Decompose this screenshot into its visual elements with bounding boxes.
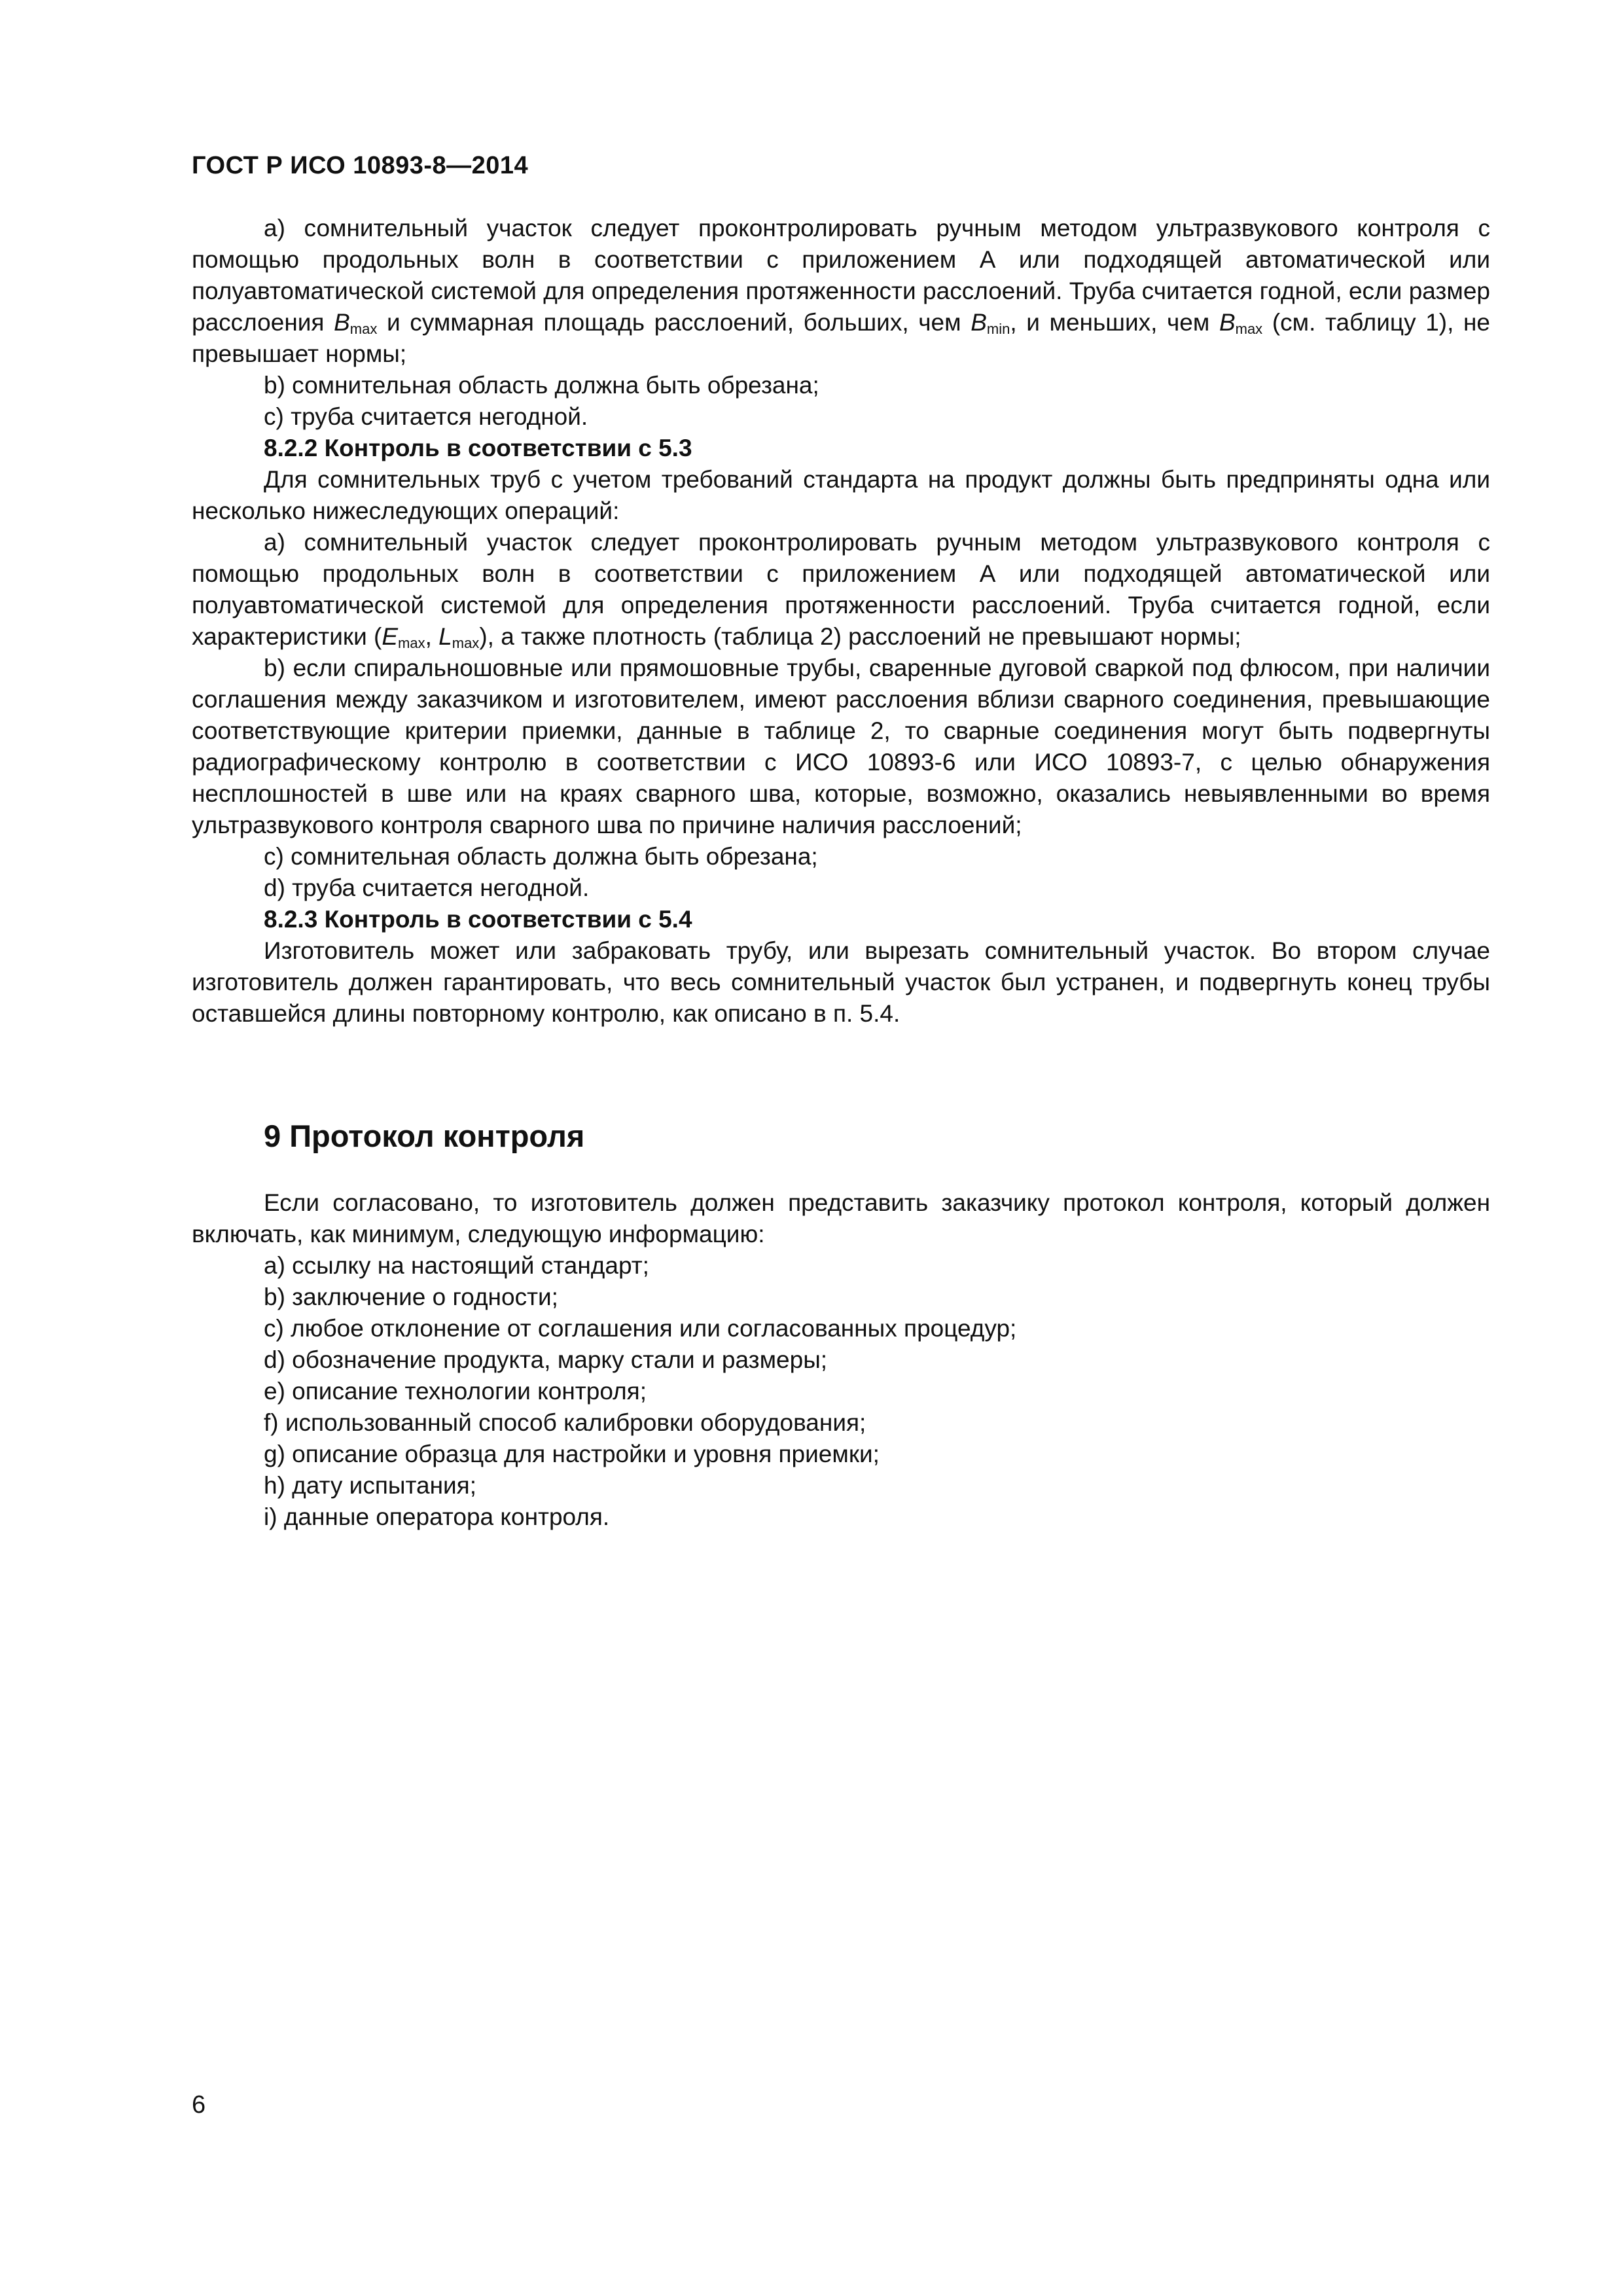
paragraph-8-2-1-c: с) труба считается негодной.: [264, 403, 588, 430]
subscript-max: max: [398, 635, 425, 651]
text-run: ), а также плотность (таблица 2) расслоений не превышают нормы;: [479, 623, 1241, 650]
text-run: ,: [425, 623, 439, 650]
paragraph-8-2-2-b: b) если спиральношовные или прямошовные трубы, сваренные дуговой сваркой под флюсом, при наличии соглашения между заказчиком и изготовителем, имеют расслоения вблизи сварного соединения, превышающие соответствующие критерии приемки, данные в таблице 2, то сварные соединения могут быть подвергнуты радиографическому контролю в соответствии с ИСО 10893-6 или ИСО 10893-7, с целью обнаружения несплошностей в шве или на краях сварного шва, которые, возможно, оказались невыявленными во время ультразвукового контроля сварного шва по причине наличия расслоений;: [192, 655, 1490, 838]
paragraph-9-intro: Если согласовано, то изготовитель должен представить заказчику протокол контроля, который должен включать, как минимум, следующую информацию:: [192, 1189, 1490, 1247]
section-8-2-body: [192, 213, 1490, 1030]
text-run: , и меньших, чем: [1010, 309, 1219, 336]
document-header: ГОСТ Р ИСО 10893-8—2014: [192, 152, 529, 179]
symbol-e: E: [382, 623, 399, 650]
symbol-l: L: [438, 623, 452, 650]
list-item: а) ссылку на настоящий стандарт;: [264, 1252, 649, 1279]
list-item: b) заключение о годности;: [264, 1283, 558, 1310]
section-9-body: [192, 1187, 1490, 1533]
paragraph-8-2-2-a: [192, 527, 1490, 653]
list-item: е) описание технологии контроля;: [264, 1378, 647, 1405]
page-number: 6: [192, 2091, 206, 2119]
heading-8-2-3: 8.2.3 Контроль в соответствии с 5.4: [264, 906, 692, 933]
list-item: h) дату испытания;: [264, 1472, 476, 1499]
symbol-b: B: [971, 309, 987, 336]
subscript-min: min: [986, 321, 1010, 337]
list-item: c) любое отклонение от соглашения или согласованных процедур;: [264, 1315, 1017, 1342]
subscript-max: max: [452, 635, 480, 651]
text-run: а) сомнительный участок следует проконтролировать ручным методом ультразвукового контроля с помощью продольных волн в соответствии с приложением А или подходящей автоматической или полуавтоматической системой для определения протяженности расслоений. Труба считается годной, если размер расслоения: [192, 215, 1490, 336]
symbol-b: B: [334, 309, 350, 336]
paragraph-8-2-1-a: [192, 213, 1490, 370]
subscript-max: max: [1235, 321, 1263, 337]
text-run: а) сомнительный участок следует проконтролировать ручным методом ультразвукового контроля с помощью продольных волн в соответствии с приложением А или подходящей автоматической или полуавтоматической системой для определения протяженности расслоений. Труба считается годной, если характеристики (: [192, 529, 1490, 650]
paragraph-8-2-3: Изготовитель может или забраковать трубу, или вырезать сомнительный участок. Во втором случае изготовитель должен гарантировать, что весь сомнительный участок был устранен, и подвергнуть конец трубы оставшейся длины повторному контролю, как описано в п. 5.4.: [192, 937, 1490, 1027]
text-run: (см. таблицу 1), не превышает нормы;: [192, 309, 1491, 367]
paragraph-8-2-2-c: с) сомнительная область должна быть обрезана;: [264, 843, 818, 870]
text-run: и суммарная площадь расслоений, больших, чем: [377, 309, 971, 336]
subscript-max: max: [349, 321, 378, 337]
list-item: g) описание образца для настройки и уровня приемки;: [264, 1441, 880, 1467]
heading-8-2-2: 8.2.2 Контроль в соответствии с 5.3: [264, 435, 692, 461]
section-9-title: 9 Протокол контроля: [264, 1119, 585, 1153]
paragraph-8-2-2-intro: Для сомнительных труб с учетом требований стандарта на продукт должны быть предприняты одна или несколько нижеследующих операций:: [192, 466, 1490, 524]
list-item: d) обозначение продукта, марку стали и размеры;: [264, 1346, 828, 1373]
list-item: i) данные оператора контроля.: [264, 1503, 610, 1530]
symbol-b: B: [1219, 309, 1236, 336]
paragraph-8-2-1-b: b) сомнительная область должна быть обрезана;: [264, 372, 819, 399]
paragraph-8-2-2-d: d) труба считается негодной.: [264, 874, 590, 901]
list-item: f) использованный способ калибровки оборудования;: [264, 1409, 866, 1436]
